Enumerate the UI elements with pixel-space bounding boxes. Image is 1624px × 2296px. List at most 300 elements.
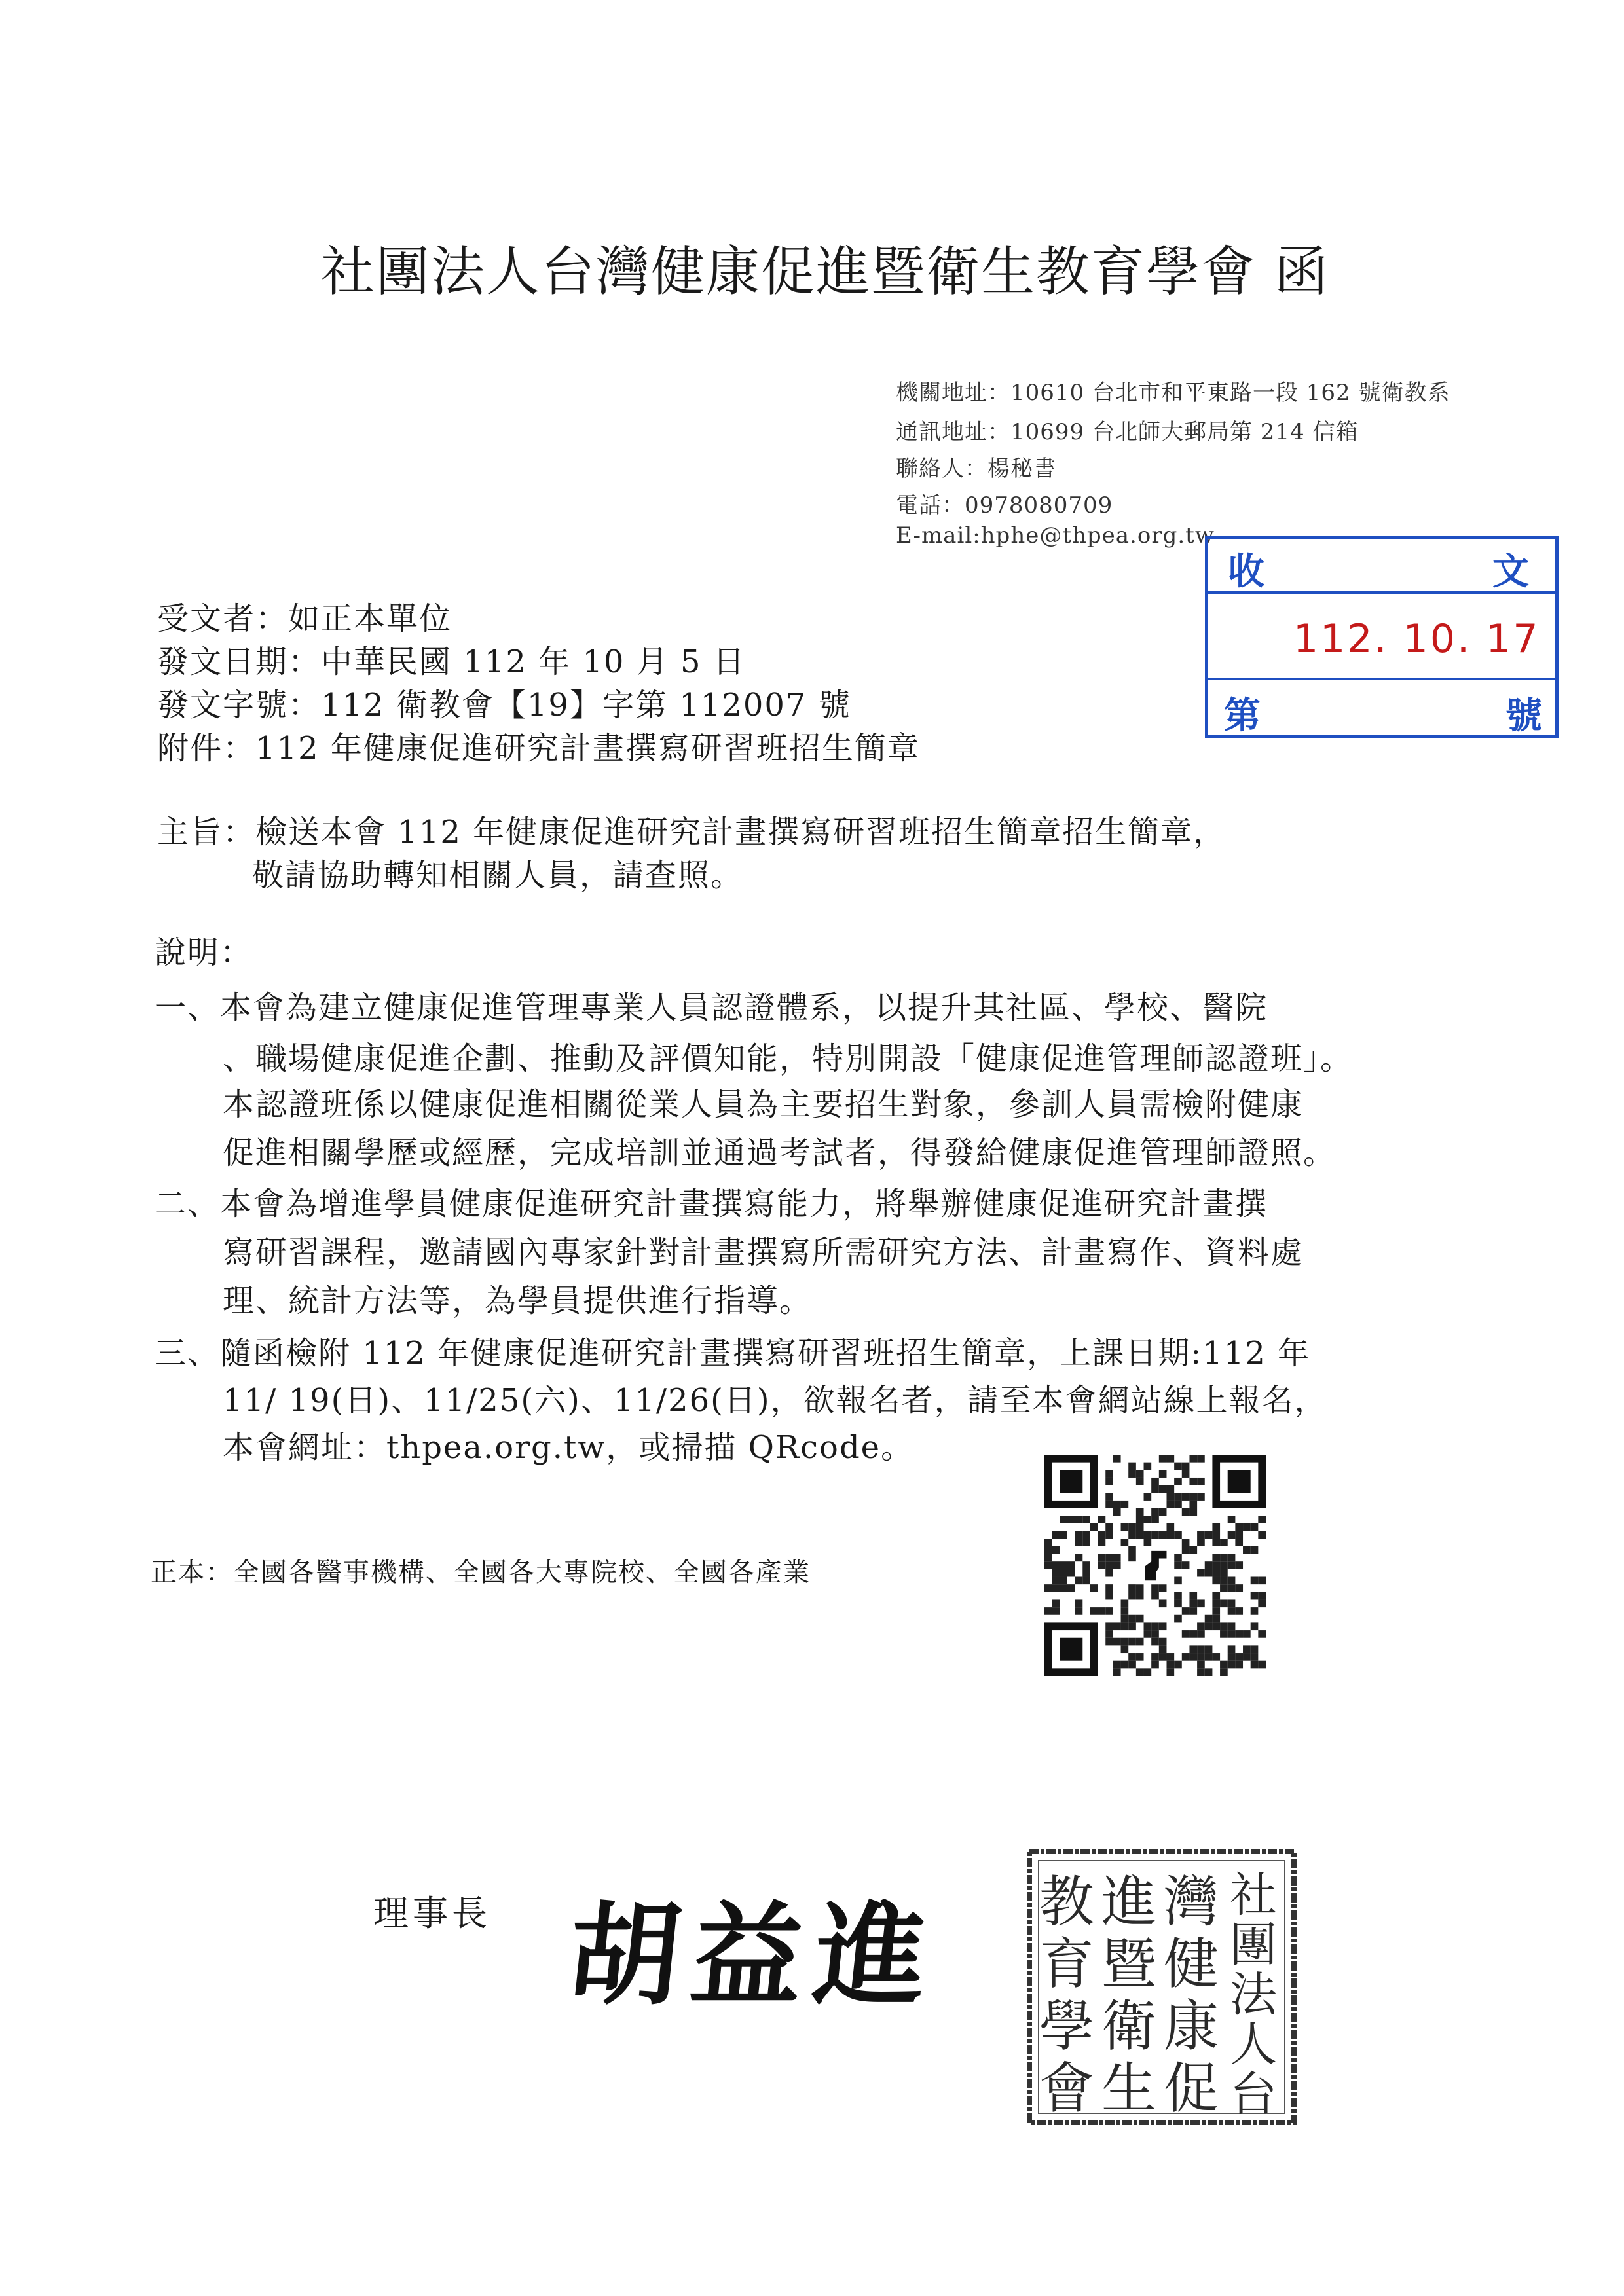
qr-module	[1174, 1599, 1182, 1607]
qr-module	[1052, 1531, 1060, 1539]
qr-module	[1151, 1485, 1159, 1493]
stamp-label-left: 收	[1228, 551, 1264, 593]
qr-module	[1075, 1599, 1083, 1607]
qr-module	[1212, 1592, 1220, 1600]
qr-module	[1197, 1478, 1205, 1485]
stamp-number-right: 號	[1505, 695, 1542, 737]
qr-module	[1258, 1661, 1266, 1669]
qr-module	[1105, 1501, 1113, 1508]
qr-module	[1243, 1546, 1251, 1554]
qr-module	[1235, 1661, 1243, 1669]
qr-module	[1174, 1478, 1182, 1485]
qr-module	[1205, 1531, 1213, 1539]
received-stamp	[1205, 536, 1559, 738]
qr-module	[1136, 1478, 1144, 1485]
qr-module	[1212, 1561, 1220, 1569]
signature-name: 胡益進	[561, 1890, 946, 2021]
qr-module	[1235, 1561, 1243, 1569]
qr-module	[1121, 1661, 1129, 1669]
qr-module	[1182, 1463, 1190, 1470]
qr-module	[1052, 1561, 1060, 1569]
qr-module	[1174, 1554, 1182, 1562]
recipient: 受文者：如正本單位	[157, 600, 452, 637]
seal-char: 人	[1229, 2016, 1278, 2072]
qr-module	[1082, 1561, 1090, 1569]
seal-char: 會	[1039, 2056, 1095, 2121]
qr-module	[1136, 1668, 1144, 1676]
qr-module	[1174, 1615, 1182, 1623]
qr-module	[1258, 1576, 1266, 1584]
qr-module	[1090, 1584, 1098, 1592]
qr-module	[1090, 1607, 1098, 1615]
qr-module	[1151, 1622, 1159, 1630]
seal-char: 法	[1229, 1967, 1278, 2022]
qr-module	[1159, 1470, 1167, 1478]
phone-number: 電話：0978080709	[896, 492, 1113, 519]
qr-module	[1159, 1485, 1167, 1493]
qr-module	[1189, 1607, 1197, 1615]
signature-label: 理事長	[373, 1893, 491, 1934]
qr-module	[1151, 1630, 1159, 1638]
qr-module	[1235, 1653, 1243, 1661]
qr-module	[1128, 1470, 1136, 1478]
qr-module	[1258, 1630, 1266, 1638]
qr-module	[1228, 1576, 1236, 1584]
stamp-date: 112. 10. 17	[1293, 616, 1540, 662]
qr-module	[1113, 1455, 1121, 1463]
qr-module	[1128, 1546, 1136, 1554]
para2-line2: 寫研習課程，邀請國內專家針對計畫撰寫所需研究方法、計畫寫作、資料處	[223, 1234, 1304, 1271]
qr-module	[1044, 1554, 1052, 1562]
qr-module	[1098, 1531, 1106, 1539]
qr-code[interactable]	[1044, 1455, 1266, 1676]
qr-module	[1212, 1607, 1220, 1615]
qr-module	[1197, 1569, 1205, 1577]
qr-module	[1182, 1470, 1190, 1478]
seal-char: 暨	[1101, 1932, 1157, 1997]
qr-module	[1166, 1523, 1174, 1531]
qr-module	[1220, 1668, 1228, 1676]
qr-module	[1251, 1645, 1259, 1653]
qr-module	[1060, 1561, 1067, 1569]
mail-address: 通訊地址：10699 台北師大郵局第 214 信箱	[896, 419, 1359, 445]
qr-module	[1159, 1622, 1167, 1630]
qr-module	[1052, 1607, 1060, 1615]
qr-module	[1251, 1653, 1259, 1661]
qr-module	[1182, 1493, 1190, 1501]
qr-module	[1258, 1599, 1266, 1607]
qr-module	[1197, 1645, 1205, 1653]
qr-module	[1044, 1546, 1052, 1554]
qr-module	[1113, 1661, 1121, 1669]
qr-module	[1098, 1561, 1106, 1569]
qr-module	[1144, 1516, 1152, 1523]
qr-module	[1189, 1508, 1197, 1516]
qr-module	[1052, 1569, 1060, 1577]
qr-module	[1205, 1622, 1213, 1630]
qr-module	[1136, 1615, 1144, 1623]
qr-module	[1197, 1668, 1205, 1676]
qr-module	[1144, 1531, 1152, 1539]
qr-module	[1128, 1592, 1136, 1600]
qr-module	[1144, 1668, 1152, 1676]
seal-char: 學	[1039, 1994, 1095, 2059]
qr-finder-top-right	[1212, 1455, 1266, 1508]
para3-line3: 本會網址：thpea.org.tw，或掃描 QRcode。	[223, 1429, 914, 1466]
qr-module	[1113, 1668, 1121, 1676]
qr-module	[1182, 1546, 1190, 1554]
qr-module	[1121, 1539, 1129, 1546]
qr-module	[1128, 1463, 1136, 1470]
qr-module	[1174, 1561, 1182, 1569]
qr-module	[1060, 1516, 1067, 1523]
qr-module	[1082, 1576, 1090, 1584]
qr-module	[1189, 1653, 1197, 1661]
qr-module	[1144, 1463, 1152, 1470]
qr-module	[1220, 1576, 1228, 1584]
qr-module	[1220, 1584, 1228, 1592]
seal-char: 生	[1101, 2056, 1157, 2121]
qr-module	[1189, 1546, 1197, 1554]
qr-module	[1228, 1584, 1236, 1592]
qr-module	[1113, 1508, 1121, 1516]
qr-module	[1228, 1653, 1236, 1661]
qr-module	[1220, 1661, 1228, 1669]
qr-module	[1228, 1661, 1236, 1669]
qr-module	[1113, 1554, 1121, 1562]
qr-module	[1159, 1653, 1167, 1661]
qr-module	[1159, 1599, 1167, 1607]
qr-module	[1235, 1630, 1243, 1638]
qr-module	[1098, 1516, 1106, 1523]
qr-module	[1166, 1531, 1174, 1539]
qr-module	[1159, 1531, 1167, 1539]
qr-module	[1075, 1516, 1083, 1523]
qr-module	[1151, 1478, 1159, 1485]
qr-module	[1067, 1584, 1075, 1592]
qr-module	[1044, 1539, 1052, 1546]
qr-module	[1090, 1523, 1098, 1531]
para3-line1: 三、隨函檢附 112 年健康促進研究計畫撰寫研習班招生簡章，上課日期:112 年	[155, 1335, 1311, 1372]
qr-module	[1166, 1493, 1174, 1501]
qr-module	[1205, 1569, 1213, 1577]
stamp-divider-bottom	[1208, 678, 1555, 680]
qr-module	[1159, 1455, 1167, 1463]
seal-char: 健	[1163, 1932, 1219, 1997]
qr-module	[1212, 1523, 1220, 1531]
qr-module	[1220, 1554, 1228, 1562]
para2-line1: 二、本會為增進學員健康促進研究計畫撰寫能力，將舉辦健康促進研究計畫撰	[155, 1186, 1268, 1222]
qr-module	[1105, 1630, 1113, 1638]
qr-module	[1151, 1653, 1159, 1661]
qr-module	[1182, 1508, 1190, 1516]
qr-module	[1052, 1576, 1060, 1584]
qr-module	[1166, 1455, 1174, 1463]
subject-line-2: 敬請協助轉知相關人員，請查照。	[252, 857, 744, 894]
qr-finder-bottom-left	[1044, 1622, 1098, 1676]
qr-module	[1189, 1592, 1197, 1600]
qr-module	[1212, 1531, 1220, 1539]
document-title: 社團法人台灣健康促進暨衛生教育學會 函	[321, 241, 1330, 303]
qr-module	[1136, 1470, 1144, 1478]
qr-module	[1067, 1516, 1075, 1523]
qr-module	[1182, 1653, 1190, 1661]
stamp-label-right: 文	[1492, 551, 1529, 593]
qr-module	[1197, 1622, 1205, 1630]
qr-module	[1144, 1493, 1152, 1501]
qr-module	[1136, 1531, 1144, 1539]
para2-line3: 理、統計方法等，為學員提供進行指導。	[223, 1283, 813, 1319]
qr-module	[1258, 1516, 1266, 1523]
qr-module	[1197, 1661, 1205, 1669]
qr-module	[1060, 1576, 1067, 1584]
qr-module	[1220, 1630, 1228, 1638]
qr-module	[1189, 1493, 1197, 1501]
qr-module	[1174, 1592, 1182, 1600]
seal-lettering	[1039, 1867, 1278, 2121]
qr-module	[1151, 1516, 1159, 1523]
qr-module	[1197, 1493, 1205, 1501]
qr-module	[1235, 1523, 1243, 1531]
qr-module	[1082, 1569, 1090, 1577]
qr-module	[1174, 1661, 1182, 1669]
seal-char: 台	[1229, 2066, 1278, 2122]
seal-char: 灣	[1163, 1870, 1219, 1935]
qr-module	[1121, 1599, 1129, 1607]
qr-module	[1151, 1584, 1159, 1592]
qr-module	[1251, 1576, 1259, 1584]
qr-module	[1189, 1501, 1197, 1508]
qr-module	[1121, 1615, 1129, 1623]
qr-module	[1243, 1630, 1251, 1638]
qr-module	[1144, 1630, 1152, 1638]
qr-module	[1121, 1523, 1129, 1531]
qr-module	[1075, 1539, 1083, 1546]
para3-line2: 11/ 19(日)、11/25(六)、11/26(日)，欲報名者，請至本會網站線上報名，	[223, 1382, 1327, 1419]
qr-module	[1052, 1546, 1060, 1554]
qr-module	[1082, 1516, 1090, 1523]
qr-module	[1251, 1523, 1259, 1531]
qr-module	[1212, 1539, 1220, 1546]
qr-module	[1243, 1645, 1251, 1653]
qr-module	[1205, 1615, 1213, 1623]
qr-module	[1228, 1599, 1236, 1607]
qr-module	[1060, 1584, 1067, 1592]
qr-module	[1105, 1638, 1113, 1646]
qr-module	[1212, 1622, 1220, 1630]
qr-module	[1166, 1501, 1174, 1508]
qr-module	[1228, 1622, 1236, 1630]
qr-module	[1182, 1561, 1190, 1569]
qr-module	[1228, 1531, 1236, 1539]
qr-module	[1205, 1668, 1213, 1676]
qr-module	[1235, 1607, 1243, 1615]
qr-module	[1128, 1638, 1136, 1646]
qr-module	[1205, 1645, 1213, 1653]
qr-module	[1128, 1523, 1136, 1531]
qr-module	[1251, 1607, 1259, 1615]
qr-module	[1174, 1501, 1182, 1508]
qr-module	[1189, 1645, 1197, 1653]
seal-char: 促	[1163, 2056, 1219, 2121]
qr-module	[1166, 1653, 1174, 1661]
qr-module	[1121, 1638, 1129, 1646]
qr-module	[1174, 1493, 1182, 1501]
qr-module	[1105, 1592, 1113, 1600]
qr-module	[1060, 1531, 1067, 1539]
qr-module	[1166, 1668, 1174, 1676]
qr-module	[1128, 1653, 1136, 1661]
qr-module	[1228, 1645, 1236, 1653]
qr-module	[1044, 1561, 1052, 1569]
qr-module	[1174, 1463, 1182, 1470]
qr-module	[1144, 1622, 1152, 1630]
qr-module	[1098, 1539, 1106, 1546]
qr-module	[1136, 1516, 1144, 1523]
seal-char: 社	[1229, 1867, 1278, 1923]
qr-module	[1113, 1622, 1121, 1630]
qr-module	[1228, 1554, 1236, 1562]
qr-module	[1136, 1653, 1144, 1661]
qr-module	[1044, 1607, 1052, 1615]
qr-module	[1251, 1546, 1259, 1554]
qr-module	[1228, 1561, 1236, 1569]
issue-date: 發文日期：中華民國 112 年 10 月 5 日	[157, 644, 746, 680]
seal-char: 團	[1229, 1917, 1278, 1973]
qr-module	[1075, 1554, 1083, 1562]
qr-module	[1212, 1576, 1220, 1584]
qr-module	[1220, 1622, 1228, 1630]
qr-module	[1105, 1607, 1113, 1615]
qr-module	[1136, 1523, 1144, 1531]
qr-module	[1136, 1508, 1144, 1516]
qr-module	[1212, 1554, 1220, 1562]
para1-line1: 一、本會為建立健康促進管理專業人員認證體系，以提升其社區、學校、醫院	[155, 989, 1268, 1026]
qr-module	[1128, 1622, 1136, 1630]
qr-module	[1082, 1531, 1090, 1539]
qr-module	[1151, 1531, 1159, 1539]
qr-module	[1197, 1455, 1205, 1463]
contact-person: 聯絡人：楊秘書	[896, 456, 1056, 482]
seal-char: 教	[1039, 1870, 1095, 1935]
qr-module	[1159, 1638, 1167, 1646]
qr-module	[1212, 1653, 1220, 1661]
qr-module	[1228, 1630, 1236, 1638]
qr-module	[1067, 1561, 1075, 1569]
qr-module	[1121, 1501, 1129, 1508]
qr-module	[1235, 1584, 1243, 1592]
qr-module	[1128, 1584, 1136, 1592]
qr-module	[1144, 1539, 1152, 1546]
qr-module	[1105, 1470, 1113, 1478]
qr-module	[1105, 1554, 1113, 1562]
qr-module	[1189, 1599, 1197, 1607]
qr-module	[1128, 1554, 1136, 1562]
qr-module	[1212, 1599, 1220, 1607]
qr-module	[1075, 1607, 1083, 1615]
qr-module	[1251, 1622, 1259, 1630]
qr-module	[1151, 1661, 1159, 1669]
qr-module	[1212, 1569, 1220, 1577]
qr-module	[1243, 1523, 1251, 1531]
qr-module	[1105, 1584, 1113, 1592]
qr-module	[1159, 1508, 1167, 1516]
para1-line3: 本認證班係以健康促進相關從業人員為主要招生對象，參訓人員需檢附健康	[223, 1086, 1304, 1123]
qr-module	[1235, 1531, 1243, 1539]
qr-module	[1121, 1645, 1129, 1653]
qr-module	[1075, 1576, 1083, 1584]
qr-module	[1235, 1539, 1243, 1546]
qr-module	[1151, 1638, 1159, 1646]
email-address: E-mail:hphe@thpea.org.tw	[896, 522, 1215, 549]
qr-module	[1166, 1661, 1174, 1669]
qr-module	[1098, 1554, 1106, 1562]
qr-module	[1060, 1569, 1067, 1577]
qr-module	[1075, 1531, 1083, 1539]
qr-module	[1197, 1653, 1205, 1661]
qr-module	[1159, 1584, 1167, 1592]
qr-module	[1105, 1561, 1113, 1569]
org-address: 機關地址：10610 台北市和平東路一段 162 號衛教系	[896, 380, 1450, 406]
qr-module	[1220, 1599, 1228, 1607]
qr-module	[1128, 1661, 1136, 1669]
qr-finder-top-left	[1044, 1455, 1098, 1508]
qr-module	[1082, 1539, 1090, 1546]
qr-module	[1136, 1592, 1144, 1600]
qr-module	[1197, 1630, 1205, 1638]
reference-number: 發文字號：112 衛教會【19】字第 112007 號	[157, 687, 851, 723]
qr-module	[1159, 1645, 1167, 1653]
qr-module	[1220, 1539, 1228, 1546]
para1-line4: 促進相關學歷或經歷，完成培訓並通過考試者，得發給健康促進管理師證照。	[223, 1135, 1337, 1171]
stamp-number-left: 第	[1224, 695, 1261, 737]
qr-module	[1121, 1622, 1129, 1630]
qr-module	[1228, 1607, 1236, 1615]
qr-module	[1052, 1599, 1060, 1607]
qr-module	[1197, 1539, 1205, 1546]
qr-module	[1174, 1576, 1182, 1584]
qr-module	[1113, 1561, 1121, 1569]
explanation-heading: 說明：	[155, 934, 253, 971]
qr-module	[1197, 1531, 1205, 1539]
seal-char: 進	[1101, 1870, 1157, 1935]
qr-module	[1182, 1539, 1190, 1546]
qr-module	[1067, 1569, 1075, 1577]
qr-module	[1128, 1531, 1136, 1539]
qr-module	[1197, 1599, 1205, 1607]
qr-module	[1105, 1569, 1113, 1577]
qr-module	[1105, 1523, 1113, 1531]
qr-module	[1220, 1561, 1228, 1569]
organization-seal	[1024, 1846, 1299, 2128]
qr-module	[1258, 1592, 1266, 1600]
seal-char: 育	[1039, 1932, 1095, 1997]
para1-line2: 、職場健康促進企劃、推動及評價知能，特別開設「健康促進管理師認證班」。	[223, 1040, 1354, 1077]
qr-module	[1136, 1638, 1144, 1646]
qr-module	[1220, 1569, 1228, 1577]
qr-module	[1258, 1531, 1266, 1539]
qr-module	[1166, 1485, 1174, 1493]
qr-module	[1251, 1661, 1259, 1669]
subject-line-1: 主旨：檢送本會 112 年健康促進研究計畫撰寫研習班招生簡章招生簡章，	[157, 814, 1227, 850]
qr-module	[1105, 1622, 1113, 1630]
dinosaur-icon	[1136, 1546, 1174, 1584]
qr-module	[1174, 1531, 1182, 1539]
qr-module	[1189, 1478, 1197, 1485]
qr-module	[1182, 1630, 1190, 1638]
qr-module	[1189, 1630, 1197, 1638]
qr-module	[1182, 1607, 1190, 1615]
